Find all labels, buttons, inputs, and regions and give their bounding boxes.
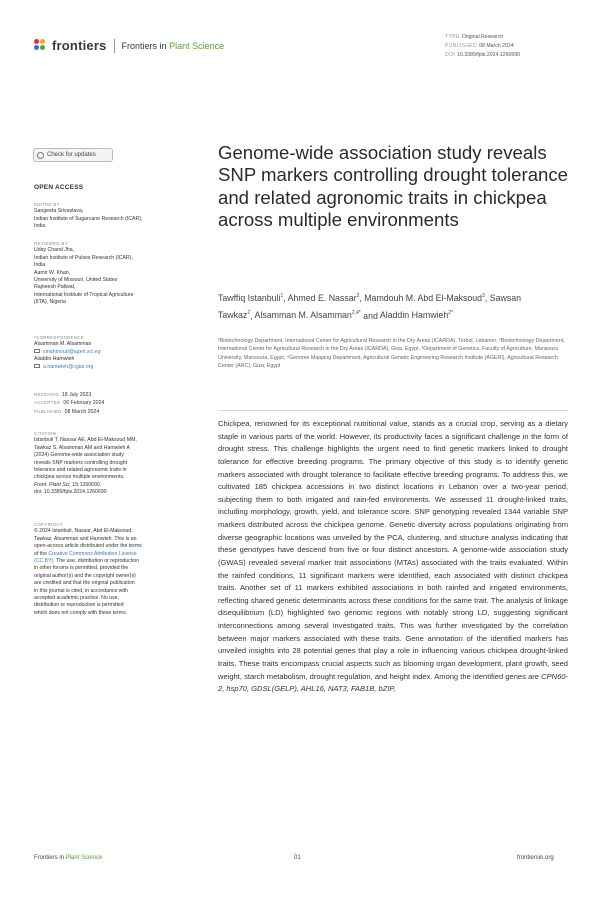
email-icon	[34, 349, 40, 353]
author[interactable]: Ahmed E. Nassar$^2$	[287, 292, 360, 303]
author[interactable]: Sawsan Tawkaz$^2$	[218, 292, 522, 321]
brand-name: frontiers	[52, 38, 107, 53]
refresh-icon	[37, 152, 44, 159]
gene-list: CPN60-2, hsp70, GDSL(GELP), AHL16, NAT3, FAB1B, bZIP,	[218, 671, 568, 694]
article-title: Genome-wide association study reveals SNP markers controlling drought tolerance and related agronomic traits in chickpea across multiple environments	[218, 142, 569, 230]
frontiers-logo-icon	[34, 39, 48, 53]
email-icon	[34, 364, 40, 368]
open-access-label: OPEN ACCESS	[34, 184, 84, 191]
author[interactable]: Tawffiq Istanbuli$^1$	[218, 292, 284, 303]
affiliations: ¹Biotechnology Department, International Center for Agricultural Research in the Dry Areas (ICARDA), Terbol, Lebanon, ²Biotechnology Department, International Center for Agricultural Research in the Dry Areas (ICARDA), Giza, Egypt, ³Department of Genetics, Faculty of Agriculture, Mansoura University, Mansoura, Egypt, ⁴Genome Mapping Department, Agricultural Genetic Engineering Research Institute (AGERI), Agricultural Research Center (ARC), Giza, Egypt	[218, 338, 565, 369]
publish-date: 08 March 2024	[479, 43, 514, 49]
email-link[interactable]: a.hamwieh@cgiar.org	[43, 363, 94, 370]
author[interactable]: Aladdin Hamwieh$^{2*}$	[379, 310, 454, 321]
correspondence: *CORRESPONDENCE Alsamman M. Alsamman smahmoud@ageri.sci.eg Aladdin Hamwieh a.hamwieh@cgiar.org	[34, 335, 101, 370]
page-number: 01	[294, 855, 301, 861]
article-type: Original Research	[461, 34, 504, 40]
author[interactable]: Mamdouh M. Abd El-Maksoud$^3$	[364, 292, 485, 303]
abstract: Chickpea, renowned for its exceptional nutritional value, stands as a crucial crop, serving as a dietary staple in various parts of the world. However, its productivity faces a significant challenge in the form of drought stress. This challenge highlights the urgent need to find genetic markers linked to drought tolerance for effective breeding programs. The primary objective of this study is to identify genetic markers associated with drought tolerance to facilitate effective breeding programs. To address this, we cultivated 185 chickpea accessions in two distinct locations in Lebanon over a two-year period, subjecting them to both irrigated and rain-fed environments. We assessed 11 drought-linked traits, including morphology, growth, yield, and tolerance score. SNP genotyping revealed 1344 variable SNP markers distributed across the chickpea genome. Genetic diversity across populations originating from diverse geographic locations was unveiled by the PCA, clustering, and structure analysis indicating that these genotypes have descend from five or four distinct ancestors. A genome-wide association study (GWAS) revealed several marker trait associations (MTAs) associated with the traits evaluated. Within the rainfed conditions, 11 significant markers were identified, each associated with distinct chickpea traits. Another set of 11 markers exhibited associations in both rainfed and irrigated environments, reflecting shared genetic determinants across these conditions for the same trait. The analysis of linkage disequilibrium (LD) highlighted two genomic regions with notably strong LD, suggesting significant interconnections among several investigated traits. This was further investigated by the correlation between major markers associated with these traits. Gene annotation of the identified markers has unveiled insights into 28 potential genes that play a role in influencing various chickpea drought-linked traits. These traits encompass crucial aspects such as blooming organ development, plant growth, seed weight, starch metabolism, drought regulation, and height index. Among the identified genes are CPN60-2, hsp70, GDSL(GELP), AHL16, NAT3, FAB1B, bZIP,	[218, 419, 568, 694]
reviewed-by: REVIEWED BY Uday Chand Jha, Indian Institute of Pulses Research (ICAR), India Aamir W. Khan, University of Missouri, United States Rajneesh Paliwal, International Institute of Tropical Agriculture (IITA), Nigeria	[34, 241, 134, 306]
doi[interactable]: 10.3389/fpls.2024.1260690	[457, 52, 521, 58]
logo-divider	[114, 39, 115, 53]
check-for-updates-button[interactable]: Check for updates	[33, 148, 113, 162]
footer-journal: Frontiers in Plant Science	[34, 855, 103, 861]
dates: RECEIVED 18 July 2023 ACCEPTED 06 February 2024 PUBLISHED 08 March 2024	[34, 392, 105, 415]
copyright: COPYRIGHT © 2024 Istanbuli, Nassar, Abd El-Maksoud, Tawkaz, Alsamman and Hamwieh. This is an open-access article distributed under the terms of the Creative Commons Attribution License (CC BY). The use, distribution or reproduction in other forums is permitted, provided the original author(s) and the copyright owner(s) are credited and that the original publication in this journal is cited, in accordance with accepted academic practice. No use, distribution or reproduction is permitted which does not comply with these terms.	[34, 522, 142, 616]
frontiers-logo[interactable]	[34, 38, 224, 53]
cc-license-link[interactable]: Creative Commons Attribution License	[48, 550, 137, 557]
section-divider	[218, 410, 568, 411]
author[interactable]: Alsamman M. Alsamman$^{2,4*}$	[254, 310, 361, 321]
footer-site-link[interactable]: frontiersin.org	[517, 855, 554, 861]
edited-by: EDITED BY Sangeeta Srivastava, Indian Institute of Sugarcane Research (ICAR), India	[34, 202, 143, 230]
cc-by-link[interactable]: (CC BY).	[34, 558, 55, 565]
author-list: Tawffiq Istanbuli$^1$, Ahmed E. Nassar$^2$, Mamdouh M. Abd El-Maksoud$^3$, Sawsan Tawkaz$^2$, Alsamman M. Alsamman$^{2,4*}$ and Aladdin Hamwieh$^{2*}$	[218, 292, 522, 321]
journal-name: Frontiers in Plant Science	[121, 40, 225, 51]
article-meta: TYPE Original Research PUBLISHED 08 March 2024 DOI 10.3389/fpls.2024.1260690	[445, 34, 521, 58]
citation: CITATION Istanbuli T, Nassar AE, Abd El-Maksoud MM, Tawkaz S, Alsamman AM and Hamwieh A (2024) Genome-wide association study reveals SNP markers controlling drought tolerance and related agronomic traits in chickpea across multiple environments. Front. Plant Sci. 15:1260690. doi: 10.3389/fpls.2024.1260690	[34, 431, 137, 496]
email-link[interactable]: smahmoud@ageri.sci.eg	[43, 348, 101, 355]
